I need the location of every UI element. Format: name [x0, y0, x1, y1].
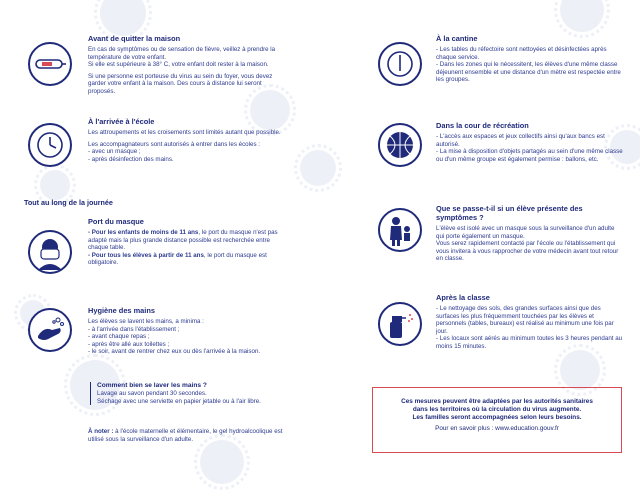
paragraph: Si elle est supérieure à 38° C, votre enfant doit rester à la maison. — [88, 61, 269, 69]
basketball-icon — [378, 123, 422, 167]
box-title: Comment bien se laver les mains ? — [97, 382, 207, 389]
section-title: Que se passe-t-il si un élève présente des symptômes ? — [436, 204, 583, 222]
virus-decoration — [100, 0, 146, 36]
section-title: Après la classe — [436, 293, 490, 302]
virus-decoration — [300, 150, 336, 186]
virus-decoration — [560, 350, 600, 390]
paragraph — [88, 428, 298, 443]
section-masque — [88, 217, 286, 267]
mask-icon — [28, 230, 72, 274]
hands-washing-icon — [28, 308, 72, 352]
section-apres — [436, 293, 624, 351]
thermometer-icon — [28, 42, 72, 86]
list-item: - Le nettoyage des sols, des grandes surfaces ainsi que des surfaces les plus fréquemment touchées par les élèves et personnels (tables, bureaux) est réalisé au minimum une fois par jour. — [436, 305, 614, 335]
spray-icon — [378, 302, 422, 346]
section-cour — [436, 121, 624, 163]
paragraph: Les accompagnateurs sont autorisés à entrer dans les écoles : — [88, 140, 260, 148]
section-arrivee — [88, 117, 284, 163]
list-item: - à l'arrivée dans l'établissement ; — [88, 325, 180, 333]
handwashing-box — [90, 382, 277, 405]
paragraph — [88, 252, 286, 267]
box-link[interactable]: Pour en savoir plus : www.education.gouv.fr — [435, 425, 559, 432]
list-item: - L'accès aux espaces et jeux collectifs ainsi qu'aux bancs est autorisé. — [436, 133, 605, 148]
section-title: À l'arrivée à l'école — [88, 117, 155, 126]
text: , le port du masque n'est pas adapté mais la plus grande distance possible est recherchée entre chaque table. — [88, 229, 278, 252]
virus-decoration — [40, 170, 70, 200]
list-item: - Les tables du réfectoire sont nettoyées et désinfectées après chaque service. — [436, 46, 607, 61]
virus-decoration — [560, 0, 604, 32]
note — [88, 428, 298, 443]
paragraph: Vous serez rapidement contacté par l'école ou l'établissement qui vous invitera à vous rapprocher de votre médecin avant tout retour en classe. — [436, 240, 619, 263]
list-item: - avant chaque repas ; — [88, 333, 150, 341]
list-item: - Dans les zones qui le nécessitent, les élèves d'une même classe déjeunent ensemble et une distance d'un mètre est respectée entre les groupes. — [436, 61, 621, 84]
list-item: - La mise à disposition d'objets partagés au sein d'une même classe ou d'un même groupe est également permise : ballons, etc. — [436, 148, 623, 163]
clock-icon — [378, 42, 422, 86]
paragraph — [88, 229, 286, 252]
bold-text: À noter : — [88, 428, 114, 435]
paragraph: Les attroupements et les croisements sont limités autant que possible. — [88, 129, 281, 136]
section-title: Port du masque — [88, 217, 144, 226]
section-title: À la cantine — [436, 34, 478, 43]
heading-tout-long: Tout au long de la journée — [24, 198, 113, 207]
bold-text: - Pour tous les élèves à partir de 11 ans — [88, 251, 204, 259]
section-hygiene — [88, 306, 286, 356]
section-cantine — [436, 34, 624, 84]
text: , le port du masque est obligatoire. — [88, 251, 267, 267]
section-quitter — [88, 34, 284, 96]
paragraph: Lavage au savon pendant 30 secondes. — [97, 390, 207, 397]
paragraph: En cas de symptômes ou de sensation de fièvre, veillez à prendre la température de votre enfant. — [88, 46, 276, 61]
list-item: - Les locaux sont aérés au minimum toutes les 3 heures pendant au moins 15 minutes. — [436, 335, 623, 350]
list-item: - après désinfection des mains. — [88, 155, 174, 163]
info-box — [372, 387, 622, 453]
section-title: Avant de quitter la maison — [88, 34, 181, 43]
list-item: - le soir, avant de rentrer chez eux ou dès l'arrivée à la maison. — [88, 348, 261, 356]
text: à l'école maternelle et élémentaire, le gel hydroalcoolique est utilisé sous la surveillance d'un adulte. — [88, 428, 283, 443]
section-title: Dans la cour de récréation — [436, 121, 529, 130]
paragraph: Les élèves se lavent les mains, a minima : — [88, 318, 204, 325]
list-item: - après être allé aux toilettes ; — [88, 340, 170, 348]
clock-icon — [28, 123, 72, 167]
list-item: - avec un masque ; — [88, 148, 141, 156]
paragraph: L'élève est isolé avec un masque sous la surveillance d'un adulte qui porte également un masque. — [436, 225, 615, 240]
box-line: dans les territoires où la circulation du virus augmente. — [412, 406, 582, 413]
virus-decoration — [200, 440, 244, 484]
paragraph: Si une personne est porteuse du virus au sein du foyer, vous devez garder votre enfant à la maison. Des cours à distance lui seront proposés. — [88, 72, 273, 95]
section-malade — [436, 204, 624, 263]
box-line: Ces mesures peuvent être adaptées par les autorités sanitaires — [401, 398, 593, 405]
bold-text: - Pour les enfants de moins de 11 ans — [88, 229, 199, 236]
paragraph: Séchage avec une serviette en papier jetable ou à l'air libre. — [97, 397, 261, 405]
section-title: Hygiène des mains — [88, 306, 155, 315]
box-line: Les familles seront accompagnées selon leurs besoins. — [412, 414, 582, 421]
adult-child-icon — [378, 208, 422, 252]
